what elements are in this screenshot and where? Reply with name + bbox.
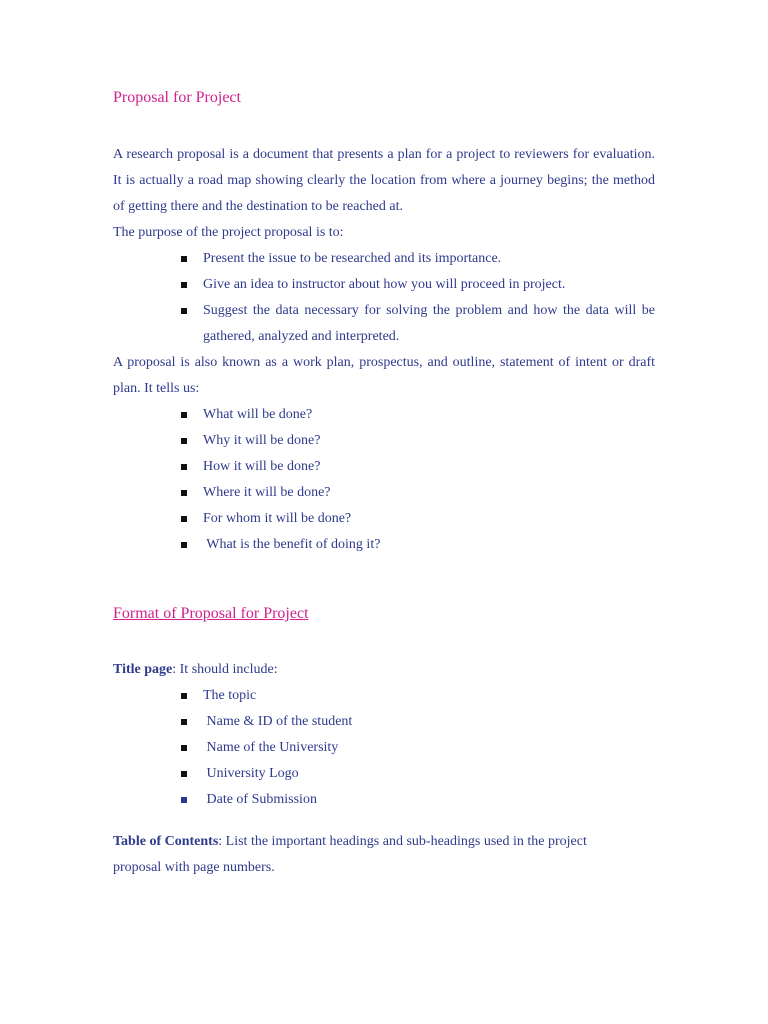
list-item xyxy=(0,506,768,532)
title-page-text: : It should include: xyxy=(172,662,278,677)
list-item-text: Name & ID of the student xyxy=(203,714,353,729)
square-bullet-icon xyxy=(181,438,187,444)
list-item xyxy=(0,272,768,298)
list-item-text: University Logo xyxy=(203,766,299,781)
list-item-text: Suggest the data necessary for solving the problem and how the data will be gathered, analyzed and interpreted. xyxy=(203,303,655,344)
list-item xyxy=(0,428,768,454)
list-item xyxy=(0,761,768,787)
aka-paragraph: A proposal is also known as a work plan, prospectus, and outline, statement of intent or draft plan. It tells us: xyxy=(113,355,655,396)
square-bullet-icon xyxy=(181,308,187,314)
list-item xyxy=(0,402,768,428)
list-item xyxy=(0,683,768,709)
purpose-list xyxy=(0,246,768,350)
list-item-text: What is the benefit of doing it? xyxy=(203,537,381,552)
square-bullet-icon xyxy=(181,771,187,777)
square-bullet-icon xyxy=(181,412,187,418)
square-bullet-icon xyxy=(181,745,187,751)
list-item-text: Why it will be done? xyxy=(203,433,321,448)
square-bullet-icon xyxy=(181,693,187,699)
list-item-text: Name of the University xyxy=(203,740,339,755)
square-bullet-icon xyxy=(181,256,187,262)
list-item-text: Where it will be done? xyxy=(203,485,331,500)
square-bullet-icon xyxy=(181,464,187,470)
heading-format-of-proposal: Format of Proposal for Project xyxy=(113,605,309,622)
list-item xyxy=(0,246,768,272)
title-page-list xyxy=(0,683,768,813)
heading-proposal-for-project: Proposal for Project xyxy=(113,89,241,106)
purpose-lead: The purpose of the project proposal is to: xyxy=(113,225,344,240)
list-item-text: What will be done? xyxy=(203,407,313,422)
list-item-text: Give an idea to instructor about how you will proceed in project. xyxy=(203,277,566,292)
list-item xyxy=(0,735,768,761)
list-item-text: For whom it will be done? xyxy=(203,511,352,526)
square-bullet-icon xyxy=(181,282,187,288)
square-bullet-icon xyxy=(181,490,187,496)
toc-text: : List the important headings and sub-headings used in the project proposal with page numbers. xyxy=(113,834,587,875)
square-bullet-icon xyxy=(181,516,187,522)
list-item-text: Present the issue to be researched and its importance. xyxy=(203,251,502,266)
list-item xyxy=(0,454,768,480)
title-page-line xyxy=(113,657,278,683)
square-bullet-icon xyxy=(181,797,187,803)
list-item xyxy=(0,787,768,813)
list-item xyxy=(0,532,768,558)
list-item xyxy=(0,298,768,350)
square-bullet-icon xyxy=(181,719,187,725)
list-item-text: How it will be done? xyxy=(203,459,321,474)
tells-us-list xyxy=(0,402,768,558)
list-item-text: The topic xyxy=(203,688,257,703)
square-bullet-icon xyxy=(181,542,187,548)
list-item xyxy=(0,480,768,506)
list-item xyxy=(0,709,768,735)
list-item-text: Date of Submission xyxy=(203,792,317,807)
title-page-label: Title page xyxy=(113,662,173,677)
toc-label: Table of Contents xyxy=(113,834,219,849)
intro-paragraph: A research proposal is a document that presents a plan for a project to reviewers for evaluation. It is actually a road map showing clearly the location from where a journey begins; the method of getting there and the destination to be reached at. xyxy=(113,147,655,214)
toc-paragraph xyxy=(113,829,633,881)
